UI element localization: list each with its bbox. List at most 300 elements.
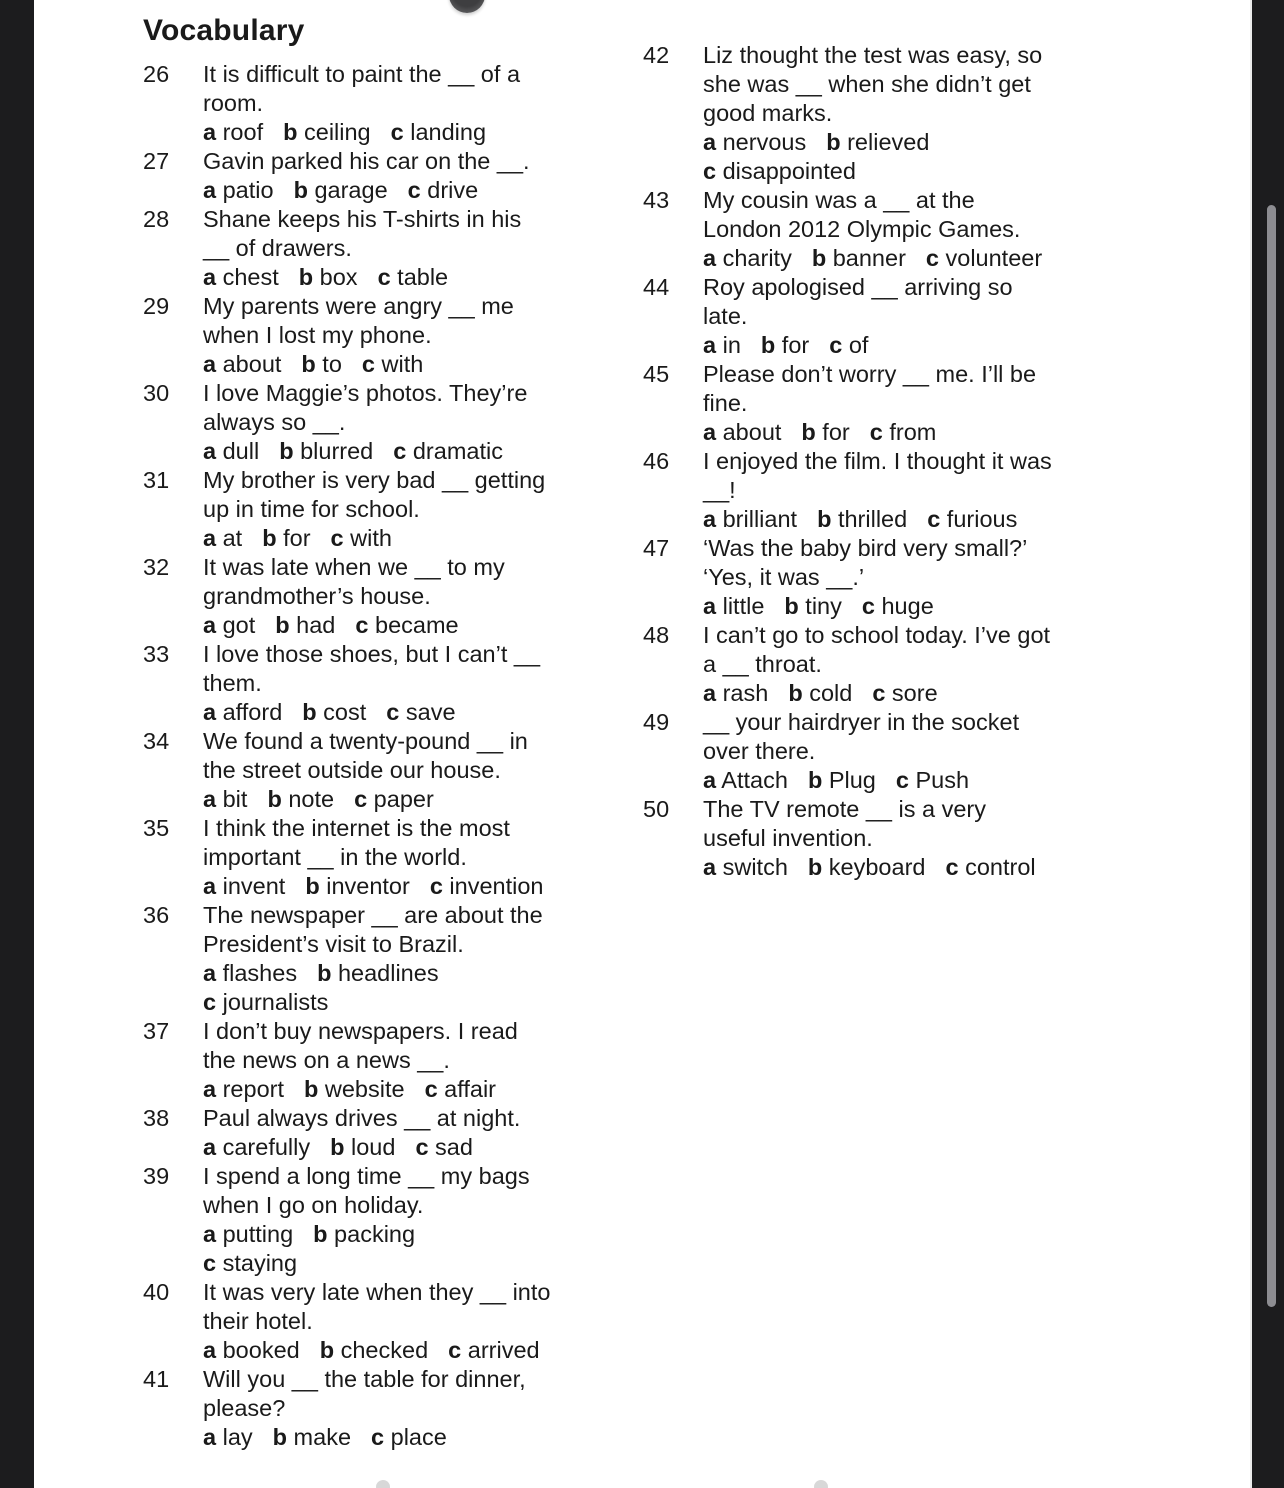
question-body — [703, 621, 1113, 708]
question-number: 31 — [143, 467, 170, 493]
question-line: Roy apologised __ arriving so — [703, 274, 1013, 300]
option-letter: a — [703, 593, 717, 619]
option-item: b for — [801, 419, 850, 445]
option-item: b garage — [293, 177, 388, 203]
option-letter: b — [784, 593, 799, 619]
option-letter: a — [203, 699, 217, 725]
question-line: when I lost my phone. — [203, 322, 432, 348]
question-line: __ your hairdryer in the socket — [703, 709, 1020, 735]
question-item — [643, 186, 1113, 273]
question-line: Liz thought the test was easy, so — [703, 42, 1043, 68]
option-item: b cost — [302, 699, 367, 725]
options-row — [703, 592, 1113, 621]
question-body — [203, 1017, 613, 1104]
option-item: b Plug — [807, 767, 876, 793]
option-item: b checked — [319, 1337, 429, 1363]
option-item: b relieved — [826, 129, 930, 155]
option-letter: c — [330, 525, 344, 551]
question-body — [703, 41, 1113, 186]
option-letter: c — [361, 351, 375, 377]
option-item: a switch — [703, 854, 788, 880]
option-item: b cold — [788, 680, 853, 706]
option-item: b for — [760, 332, 810, 358]
option-letter: c — [407, 177, 421, 203]
option-letter: a — [203, 960, 217, 986]
option-letter: b — [319, 1337, 335, 1363]
option-item: b banner — [811, 245, 906, 271]
option-item: b box — [298, 264, 358, 290]
options-row — [203, 1336, 613, 1365]
option-item: a dull — [203, 438, 260, 464]
question-number: 37 — [143, 1018, 170, 1044]
option-letter: b — [262, 525, 277, 551]
option-letter: b — [817, 506, 832, 532]
next-page-dot-icon — [814, 1480, 828, 1488]
question-item — [643, 360, 1113, 447]
question-line: Will you __ the table for dinner, — [203, 1366, 526, 1392]
option-item: b note — [267, 786, 335, 812]
question-body — [703, 534, 1113, 621]
option-item: a invent — [203, 873, 286, 899]
option-letter: a — [203, 264, 217, 290]
options-row — [203, 1075, 613, 1104]
option-letter: c — [354, 786, 368, 812]
question-item — [143, 1162, 613, 1278]
options-row — [203, 698, 613, 727]
option-item: c control — [945, 854, 1036, 880]
option-item: b ceiling — [283, 119, 371, 145]
question-list-left — [143, 60, 613, 1452]
option-letter: a — [203, 612, 217, 638]
option-item: a flashes — [203, 960, 298, 986]
option-letter: b — [302, 699, 317, 725]
option-item: b keyboard — [807, 854, 926, 880]
option-letter: b — [330, 1134, 345, 1160]
options-row — [203, 785, 613, 814]
option-letter: b — [267, 786, 282, 812]
option-item: a rash — [703, 680, 769, 706]
questions-column-right — [643, 41, 1113, 882]
question-item — [143, 1278, 613, 1365]
option-item: c staying — [203, 1250, 298, 1276]
options-row — [203, 1220, 613, 1249]
question-body — [203, 205, 613, 292]
question-number: 41 — [143, 1366, 170, 1392]
option-letter: c — [829, 332, 843, 358]
option-letter: b — [298, 264, 314, 290]
question-body — [203, 1365, 613, 1452]
option-letter: a — [703, 506, 717, 532]
option-item: a booked — [203, 1337, 300, 1363]
question-list-right — [643, 41, 1113, 882]
option-letter: c — [448, 1337, 462, 1363]
options-row — [203, 611, 613, 640]
question-number: 27 — [143, 148, 170, 174]
option-item: c save — [386, 699, 456, 725]
option-letter: b — [317, 960, 332, 986]
question-body — [203, 1104, 613, 1162]
question-number: 47 — [643, 535, 670, 561]
question-item — [143, 292, 613, 379]
option-item: c dramatic — [393, 438, 503, 464]
question-line: Please don’t worry __ me. I’ll be — [703, 361, 1037, 387]
option-letter: a — [703, 129, 717, 155]
question-line: __ of drawers. — [203, 235, 352, 261]
option-letter: b — [272, 1424, 288, 1450]
question-line: President’s visit to Brazil. — [203, 931, 464, 957]
question-item — [143, 727, 613, 814]
options-row — [203, 524, 613, 553]
option-item: c table — [377, 264, 449, 290]
option-item: b blurred — [279, 438, 374, 464]
question-body — [703, 447, 1113, 534]
question-line: I love those shoes, but I can’t __ — [203, 641, 541, 667]
options-row — [703, 244, 1113, 273]
question-line: The TV remote __ is a very — [703, 796, 986, 822]
question-number: 46 — [643, 448, 670, 474]
question-line: over there. — [703, 738, 816, 764]
option-item: c disappointed — [703, 158, 856, 184]
option-item: c Push — [895, 767, 970, 793]
question-line: Shane keeps his T-shirts in his — [203, 206, 522, 232]
question-line: My cousin was a __ at the — [703, 187, 975, 213]
question-line: their hotel. — [203, 1308, 313, 1334]
option-letter: a — [203, 1221, 217, 1247]
questions-column-left — [143, 13, 613, 1452]
options-row — [203, 872, 613, 901]
option-item: b to — [301, 351, 342, 377]
option-item: c sore — [872, 680, 938, 706]
option-letter: a — [203, 177, 217, 203]
options-row — [203, 263, 613, 292]
question-line: We found a twenty-pound __ in — [203, 728, 528, 754]
question-number: 26 — [143, 61, 170, 87]
option-letter: c — [429, 873, 443, 899]
option-item: a charity — [703, 245, 792, 271]
option-letter: b — [788, 680, 803, 706]
question-body — [203, 60, 613, 147]
question-item — [643, 534, 1113, 621]
option-item: c journalists — [203, 989, 329, 1015]
question-line: My parents were angry __ me — [203, 293, 514, 319]
option-letter: a — [203, 1134, 217, 1160]
option-letter: b — [801, 419, 816, 445]
question-line: please? — [203, 1395, 286, 1421]
question-line: them. — [203, 670, 262, 696]
question-body — [703, 273, 1113, 360]
question-item — [143, 1365, 613, 1452]
option-item: a roof — [203, 119, 264, 145]
options-row — [203, 988, 613, 1017]
question-line: I can’t go to school today. I’ve got — [703, 622, 1051, 648]
option-item: a chest — [203, 264, 279, 290]
option-item: b loud — [330, 1134, 396, 1160]
question-item — [143, 205, 613, 292]
question-item — [143, 553, 613, 640]
question-body — [203, 379, 613, 466]
question-number: 48 — [643, 622, 670, 648]
options-row — [703, 766, 1113, 795]
question-body — [203, 553, 613, 640]
option-letter: c — [927, 506, 941, 532]
question-line: she was __ when she didn’t get — [703, 71, 1031, 97]
question-number: 45 — [643, 361, 670, 387]
question-body — [703, 186, 1113, 273]
question-line: a __ throat. — [703, 651, 822, 677]
question-body — [703, 795, 1113, 882]
option-letter: a — [703, 245, 717, 271]
option-item: b had — [275, 612, 336, 638]
question-item — [643, 795, 1113, 882]
question-number: 34 — [143, 728, 170, 754]
option-item: b inventor — [305, 873, 410, 899]
options-row — [203, 350, 613, 379]
option-letter: a — [203, 119, 217, 145]
option-item: b thrilled — [817, 506, 908, 532]
question-body — [203, 901, 613, 1017]
option-item: b make — [272, 1424, 352, 1450]
option-item: a nervous — [703, 129, 807, 155]
question-line: when I go on holiday. — [203, 1192, 424, 1218]
option-item: c became — [355, 612, 459, 638]
options-row — [203, 437, 613, 466]
options-row — [703, 128, 1113, 157]
question-number: 43 — [643, 187, 670, 213]
option-item: c of — [829, 332, 869, 358]
option-letter: c — [424, 1076, 438, 1102]
question-number: 42 — [643, 42, 670, 68]
option-item: a in — [703, 332, 741, 358]
option-item: b for — [262, 525, 311, 551]
options-row — [703, 853, 1113, 882]
question-line: up in time for school. — [203, 496, 420, 522]
option-letter: c — [945, 854, 959, 880]
option-item: c affair — [424, 1076, 497, 1102]
page-title: Vocabulary — [143, 14, 305, 47]
option-item: a about — [703, 419, 782, 445]
option-letter: c — [371, 1424, 385, 1450]
option-letter: c — [393, 438, 407, 464]
question-body — [203, 640, 613, 727]
question-line: I think the internet is the most — [203, 815, 510, 841]
question-body — [203, 147, 613, 205]
options-row — [703, 157, 1113, 186]
option-letter: c — [203, 1250, 217, 1276]
question-line: I spend a long time __ my bags — [203, 1163, 530, 1189]
option-letter: b — [275, 612, 290, 638]
question-body — [703, 360, 1113, 447]
option-item: c from — [869, 419, 937, 445]
question-line: room. — [203, 90, 264, 116]
question-item — [143, 60, 613, 147]
option-item: b tiny — [784, 593, 842, 619]
option-letter: a — [203, 786, 217, 812]
question-line: Paul always drives __ at night. — [203, 1105, 521, 1131]
option-letter: a — [203, 1424, 217, 1450]
question-line: Gavin parked his car on the __. — [203, 148, 530, 174]
option-letter: a — [703, 854, 717, 880]
question-body — [203, 1278, 613, 1365]
option-item: b website — [304, 1076, 405, 1102]
hole-punch-dot-icon — [449, 0, 485, 13]
option-letter: c — [415, 1134, 429, 1160]
options-row — [203, 1249, 613, 1278]
option-letter: a — [203, 1337, 217, 1363]
option-letter: b — [283, 119, 298, 145]
option-item: c landing — [390, 119, 487, 145]
option-item: c invention — [429, 873, 544, 899]
option-letter: c — [355, 612, 369, 638]
question-line: I don’t buy newspapers. I read — [203, 1018, 518, 1044]
question-line: fine. — [703, 390, 748, 416]
question-item — [143, 1017, 613, 1104]
question-line: I enjoyed the film. I thought it was — [703, 448, 1052, 474]
question-line: important __ in the world. — [203, 844, 467, 870]
question-item — [643, 447, 1113, 534]
option-letter: b — [807, 854, 823, 880]
question-line: My brother is very bad __ getting — [203, 467, 546, 493]
options-row — [203, 118, 613, 147]
option-letter: c — [895, 767, 909, 793]
option-letter: a — [203, 873, 217, 899]
question-number: 29 — [143, 293, 170, 319]
options-row — [203, 959, 613, 988]
question-body — [203, 814, 613, 901]
option-letter: b — [305, 873, 320, 899]
question-number: 33 — [143, 641, 170, 667]
option-item: a report — [203, 1076, 284, 1102]
question-line: The newspaper __ are about the — [203, 902, 543, 928]
question-line: late. — [703, 303, 748, 329]
option-item: c furious — [927, 506, 1018, 532]
option-letter: c — [925, 245, 939, 271]
question-item — [643, 621, 1113, 708]
option-letter: b — [760, 332, 776, 358]
question-line: ‘Yes, it was __.’ — [703, 564, 865, 590]
options-row — [703, 679, 1113, 708]
option-item: a carefully — [203, 1134, 311, 1160]
question-number: 44 — [643, 274, 670, 300]
question-line: I love Maggie’s photos. They’re — [203, 380, 528, 406]
option-letter: c — [203, 989, 217, 1015]
option-item: a bit — [203, 786, 248, 812]
option-item: a lay — [203, 1424, 253, 1450]
option-letter: c — [386, 699, 400, 725]
question-item — [143, 466, 613, 553]
option-letter: c — [390, 119, 404, 145]
question-line: the street outside our house. — [203, 757, 501, 783]
option-letter: a — [703, 767, 717, 793]
options-row — [203, 1423, 613, 1452]
option-item: a putting — [203, 1221, 294, 1247]
option-item: a at — [203, 525, 243, 551]
question-item — [643, 273, 1113, 360]
option-letter: a — [703, 680, 717, 706]
option-letter: c — [377, 264, 391, 290]
option-letter: c — [869, 419, 883, 445]
question-line: ‘Was the baby bird very small?’ — [703, 535, 1028, 561]
question-item — [643, 41, 1113, 186]
question-number: 49 — [643, 709, 670, 735]
option-letter: b — [811, 245, 827, 271]
question-body — [203, 292, 613, 379]
question-item — [143, 147, 613, 205]
question-item — [143, 379, 613, 466]
option-letter: a — [703, 419, 717, 445]
option-item: a Attach — [703, 767, 788, 793]
question-number: 30 — [143, 380, 170, 406]
scrollbar-thumb[interactable] — [1267, 205, 1276, 1307]
question-item — [143, 1104, 613, 1162]
question-body — [703, 708, 1113, 795]
option-letter: b — [826, 129, 841, 155]
question-number: 32 — [143, 554, 170, 580]
question-body — [203, 1162, 613, 1278]
question-number: 39 — [143, 1163, 170, 1189]
question-line: It was very late when they __ into — [203, 1279, 551, 1305]
question-item — [643, 708, 1113, 795]
option-item: b packing — [313, 1221, 416, 1247]
option-letter: a — [703, 332, 717, 358]
question-line: __! — [703, 477, 736, 503]
question-line: It was late when we __ to my — [203, 554, 505, 580]
right-letterbox-bar — [1250, 0, 1284, 1488]
options-row — [703, 331, 1113, 360]
option-letter: a — [203, 438, 217, 464]
option-item: c drive — [407, 177, 479, 203]
options-row — [703, 505, 1113, 534]
option-item: a got — [203, 612, 256, 638]
option-letter: a — [203, 525, 217, 551]
option-letter: a — [203, 1076, 217, 1102]
option-letter: c — [703, 158, 717, 184]
option-letter: a — [203, 351, 217, 377]
question-line: useful invention. — [703, 825, 873, 851]
question-number: 35 — [143, 815, 170, 841]
next-page-dot-icon — [376, 1480, 390, 1488]
question-line: good marks. — [703, 100, 833, 126]
option-item: c with — [361, 351, 424, 377]
question-number: 50 — [643, 796, 670, 822]
option-item: c paper — [354, 786, 434, 812]
option-letter: b — [313, 1221, 328, 1247]
question-body — [203, 727, 613, 814]
question-item — [143, 640, 613, 727]
question-item — [143, 901, 613, 1017]
option-item: c sad — [415, 1134, 473, 1160]
question-number: 28 — [143, 206, 170, 232]
option-item: c arrived — [448, 1337, 540, 1363]
options-row — [203, 176, 613, 205]
option-item: c place — [371, 1424, 447, 1450]
question-number: 38 — [143, 1105, 170, 1131]
option-letter: b — [301, 351, 316, 377]
option-letter: c — [861, 593, 875, 619]
question-number: 40 — [143, 1279, 170, 1305]
question-line: It is difficult to paint the __ of a — [203, 61, 521, 87]
option-letter: b — [304, 1076, 319, 1102]
question-line: grandmother’s house. — [203, 583, 431, 609]
option-item: a brilliant — [703, 506, 798, 532]
option-letter: b — [279, 438, 294, 464]
option-item: c volunteer — [925, 245, 1043, 271]
option-item: a afford — [203, 699, 283, 725]
options-row — [203, 1133, 613, 1162]
question-line: the news on a news __. — [203, 1047, 450, 1073]
option-item: c huge — [861, 593, 934, 619]
option-item: a patio — [203, 177, 274, 203]
option-item: a about — [203, 351, 282, 377]
